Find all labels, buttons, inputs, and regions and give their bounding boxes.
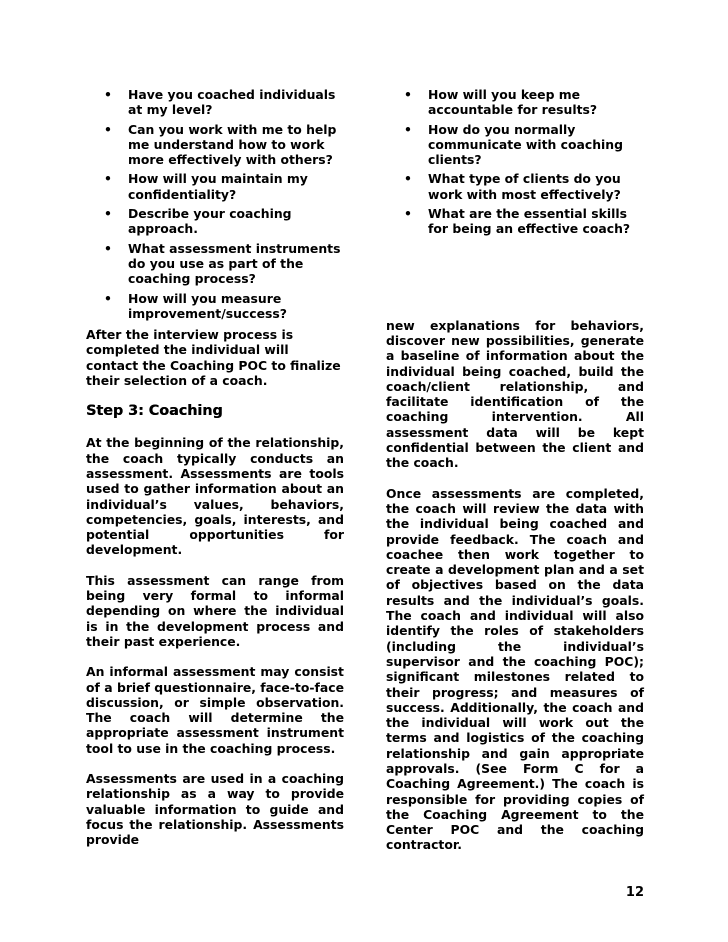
paragraph-beginning: At the beginning of the relationship, the coach typically conducts an assessment. Assessments are tools used to gather information about an individual’s values, behaviors, competencies, goals, interests, and potential opportunities for development. <box>86 435 344 558</box>
paragraph-after-interview: After the interview process is completed the individual will contact the Coaching POC to finalize their selection of a coach. <box>86 327 341 389</box>
section-heading: Step 3: Coaching <box>86 403 223 420</box>
page-number: 12 <box>625 885 644 900</box>
paragraph-once-assessments: Once assessments are completed, the coach will review the data with the individual being coached and provide feedback. The coach and coachee then work together to create a development plan and a set of objectives based on the data results and the individual’s goals. The coach and individual will also identify the roles of stakeholders (including the individual’s supervisor and the coaching POC); significant milestones related to their progress; and measures of success. Additionally, the coach and the individual will work out the terms and logistics of the coaching relationship and gain appropriate approvals. (See Form C for a Coaching Agreement.) The coach is responsible for providing copies of the Coaching Agreement to the Center POC and the coaching contractor. <box>386 485 644 853</box>
paragraph-informal: An informal assessment may consist of a brief questionnaire, face-to-face discussion, or simple observation. The coach will determine the appropriate assessment instrument tool to use in the coaching process. <box>86 664 344 756</box>
interview-questions-list-right <box>386 87 644 237</box>
list-item: • What are the essential skills for being an effective coach? <box>386 206 644 237</box>
paragraph-range: This assessment can range from being very formal to informal depending on where the individual is in the development process and their past experience. <box>86 572 344 649</box>
list-item: • Can you work with me to help me understand how to work more effectively with others? <box>86 122 344 168</box>
paragraph-continuation: new explanations for behaviors, discover new possibilities, generate a baseline of information about the individual being coached, build the coach/client relationship, and facilitate identification of the coaching intervention. All assessment data will be kept confidential between the client and the coach. <box>386 317 644 471</box>
right-column <box>386 87 644 853</box>
list-item: • How will you keep me accountable for results? <box>386 87 644 118</box>
interview-questions-list-left <box>86 87 344 321</box>
paragraph-assessments: Assessments are used in a coaching relationship as a way to provide valuable information to guide and focus the relationship. Assessments provide <box>86 770 344 848</box>
list-item: • How will you measure improvement/success? <box>86 291 344 322</box>
list-item: • What type of clients do you work with most effectively? <box>386 171 644 202</box>
left-column <box>86 87 344 847</box>
list-item: • Describe your coaching approach. <box>86 206 344 237</box>
list-item: • How do you normally communicate with coaching clients? <box>386 122 644 168</box>
list-item: • What assessment instruments do you use as part of the coaching process? <box>86 241 344 287</box>
list-item: • How will you maintain my confidentiality? <box>86 171 344 202</box>
list-item: • Have you coached individuals at my level? <box>86 87 344 118</box>
